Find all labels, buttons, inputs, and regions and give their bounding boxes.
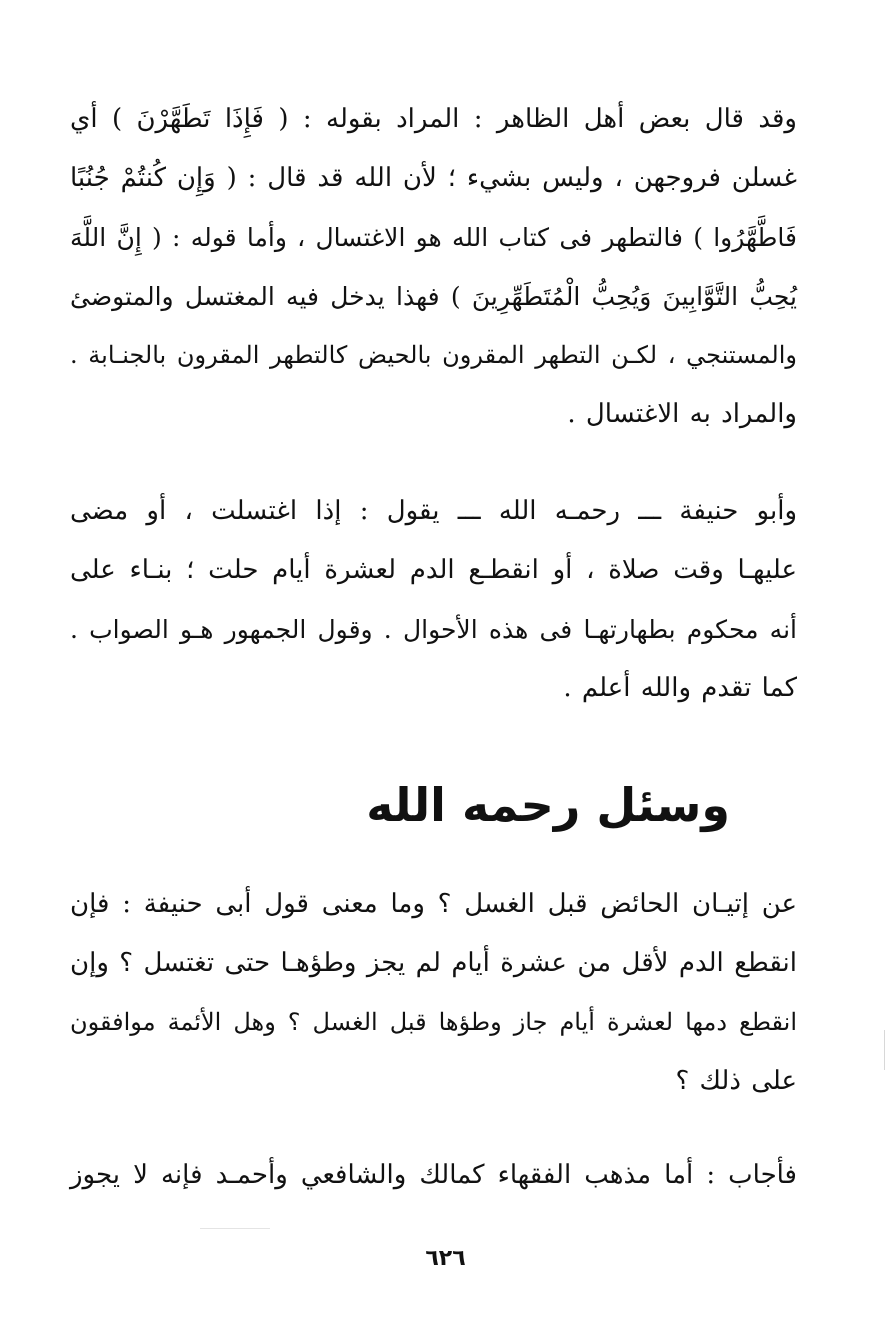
paragraph-3 xyxy=(70,875,797,1111)
paragraph-1-line-6: والمراد به الاغتسال . xyxy=(567,399,797,429)
paragraph-3-line-4: على ذلك ؟ xyxy=(675,1066,797,1096)
paragraph-1-line-2: غسلن فروجهن ، وليس بشيء ؛ لأن الله قد قال : ( وَإِن كُنتُمْ جُنُبًا xyxy=(70,163,797,193)
page-edge-mark xyxy=(884,1030,885,1070)
paragraph-4 xyxy=(70,1146,797,1205)
paragraph-3-line-3: انقطع دمها لعشرة أيام جاز وطؤها قبل الغسل ؟ وهل الأئمة موافقون xyxy=(70,1008,797,1036)
paragraph-2-line-2: عليهـا وقت صلاة ، أو انقطـع الدم لعشرة أيام حلت ؛ بنـاء على xyxy=(70,555,797,585)
paragraph-1-line-3: فَاطَّهَّرُوا ) فالتطهر فى كتاب الله هو الاغتسال ، وأما قوله : ( إِنَّ اللَّهَ xyxy=(70,223,797,252)
page-number: ٦٢٦ xyxy=(425,1246,466,1271)
paragraph-1-line-1: وقد قال بعض أهل الظاهر : المراد بقوله : ( فَإِذَا تَطَهَّرْنَ ) أي xyxy=(70,104,797,134)
faint-rule-mark xyxy=(200,1228,270,1229)
paragraph-1-line-4: يُحِبُّ التَّوَّابِينَ وَيُحِبُّ الْمُتَطَهِّرِينَ ) فهذا يدخل فيه المغتسل والمتوضئ xyxy=(70,282,797,311)
paragraph-2-line-4: كما تقدم والله أعلم . xyxy=(563,673,797,703)
paragraph-4-line-1: فأجاب : أما مذهب الفقهاء كمالك والشافعي وأحمـد فإنه لا يجوز xyxy=(70,1160,797,1190)
paragraph-1-line-5: والمستنجي ، لكـن التطهر المقرون بالحيض كالتطهر المقرون بالجنـابة . xyxy=(70,341,798,369)
paragraph-2-line-3: أنه محكوم بطهارتهـا فى هذه الأحوال . وقول الجمهور هـو الصواب . xyxy=(70,615,797,644)
paragraph-2 xyxy=(70,482,797,718)
paragraph-2-line-1: وأبو حنيفة ـــ رحمـه الله ـــ يقول : إذا اغتسلت ، أو مضى xyxy=(70,496,797,526)
section-heading: وسئل رحمه الله xyxy=(366,778,730,832)
paragraph-3-line-2: انقطع الدم لأقل من عشرة أيام لم يجز وطؤهـا حتى تغتسل ؟ وإن xyxy=(70,948,797,978)
paragraph-3-line-1: عن إتيـان الحائض قبل الغسل ؟ وما معنى قول أبى حنيفة : فإن xyxy=(70,889,797,919)
paragraph-1 xyxy=(70,90,797,444)
